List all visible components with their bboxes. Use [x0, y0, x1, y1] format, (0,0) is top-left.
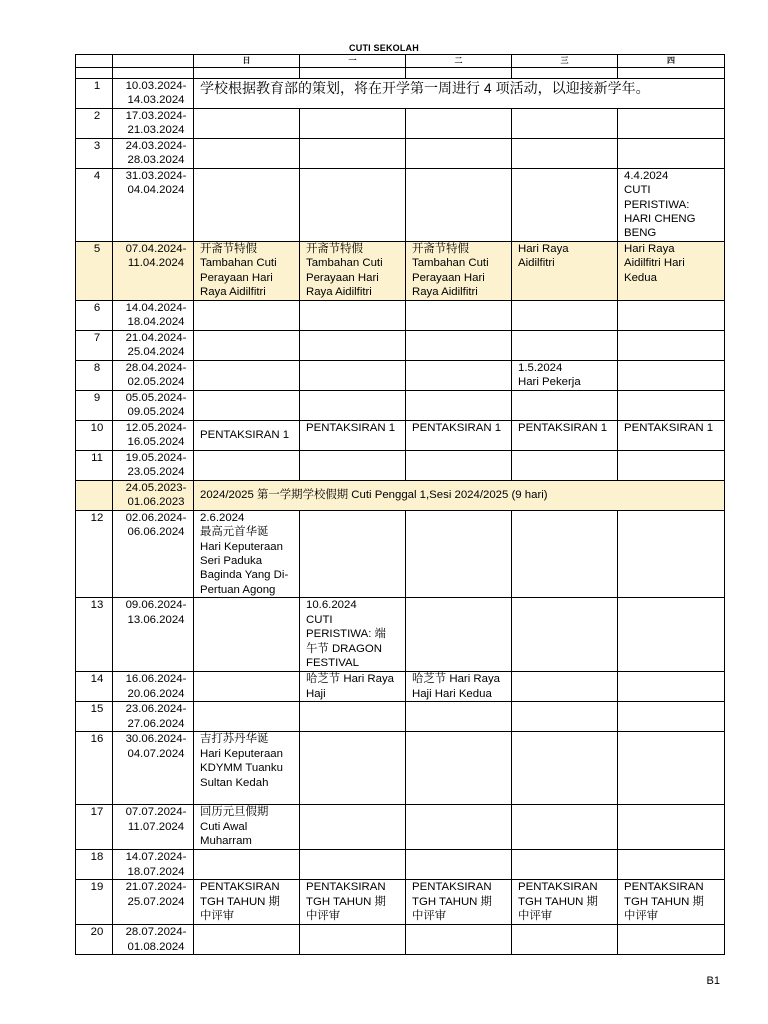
- day-cell-sunday: PENTAKSIRAN 1: [194, 420, 300, 450]
- day-cell-wednesday: [512, 330, 618, 360]
- day-cell-thursday: [618, 138, 725, 168]
- day-cell-wednesday: [512, 138, 618, 168]
- day-cell-sunday: 吉打苏丹华诞 Hari Keputeraan KDYMM Tuanku Sultan Kedah: [194, 732, 300, 805]
- header-day-monday: 一: [300, 55, 406, 68]
- day-cell-sunday: [194, 300, 300, 330]
- week-number-cell: 11: [76, 450, 113, 480]
- table-row: [76, 598, 725, 672]
- day-cell-wednesday: [512, 168, 618, 241]
- day-cell-thursday: [618, 598, 725, 672]
- day-cell-tuesday: [406, 598, 512, 672]
- day-cell-thursday: [618, 360, 725, 390]
- day-cell-thursday: [618, 510, 725, 597]
- table-row: [76, 360, 725, 390]
- date-range-cell: 30.06.2024- 04.07.2024: [113, 732, 194, 805]
- day-cell-tuesday: [406, 108, 512, 138]
- day-cell-tuesday: [406, 360, 512, 390]
- date-range-cell: 24.05.2023- 01.06.2023: [113, 480, 194, 510]
- week-number-cell: 19: [76, 880, 113, 925]
- day-cell-tuesday: [406, 805, 512, 850]
- day-cell-wednesday: [512, 450, 618, 480]
- day-cell-tuesday: 哈芝节 Hari Raya Haji Hari Kedua: [406, 672, 512, 702]
- day-cell-monday: [300, 450, 406, 480]
- day-cell-wednesday: [512, 925, 618, 955]
- day-cell-wednesday: [512, 390, 618, 420]
- day-cell-monday: PENTAKSIRAN 1: [300, 420, 406, 450]
- table-row: [76, 880, 725, 925]
- day-cell-thursday: [618, 702, 725, 732]
- week-number-cell: 3: [76, 138, 113, 168]
- day-cell-sunday: 2.6.2024 最高元首华诞 Hari Keputeraan Seri Paduka Baginda Yang Di- Pertuan Agong: [194, 510, 300, 597]
- day-cell-monday: [300, 850, 406, 880]
- date-range-cell: 19.05.2024- 23.05.2024: [113, 450, 194, 480]
- week-number-cell: 20: [76, 925, 113, 955]
- date-range-cell: 07.04.2024- 11.04.2024: [113, 241, 194, 300]
- day-cell-tuesday: [406, 450, 512, 480]
- week-number-cell: 16: [76, 732, 113, 805]
- day-cell-thursday: [618, 850, 725, 880]
- date-range-cell: 14.04.2024- 18.04.2024: [113, 300, 194, 330]
- day-cell-monday: PENTAKSIRAN TGH TAHUN 期 中评审: [300, 880, 406, 925]
- day-cell-sunday: [194, 850, 300, 880]
- header-day-thursday: 四: [618, 55, 725, 68]
- day-cell-sunday: [194, 330, 300, 360]
- day-cell-sunday: [194, 108, 300, 138]
- week-number-cell: 1: [76, 79, 113, 109]
- spacer-row: [76, 68, 725, 79]
- week-number-cell: [76, 480, 113, 510]
- header-week: [76, 55, 113, 68]
- day-cell-tuesday: [406, 168, 512, 241]
- week-number-cell: 17: [76, 805, 113, 850]
- week-number-cell: 9: [76, 390, 113, 420]
- day-cell-thursday: [618, 330, 725, 360]
- document-title: CUTI SEKOLAH: [349, 43, 419, 53]
- date-range-cell: 10.03.2024- 14.03.2024: [113, 79, 194, 109]
- day-cell-monday: 开斋节特假 Tambahan Cuti Perayaan Hari Raya Aidilfitri: [300, 241, 406, 300]
- day-cell-sunday: [194, 390, 300, 420]
- day-cell-sunday: [194, 360, 300, 390]
- table-row: [76, 850, 725, 880]
- day-cell-sunday: [194, 702, 300, 732]
- day-cell-monday: [300, 360, 406, 390]
- spacer-cell: [406, 68, 512, 79]
- day-cell-monday: 10.6.2024 CUTI PERISTIWA: 端 午节 DRAGON FESTIVAL: [300, 598, 406, 672]
- day-cell-monday: [300, 138, 406, 168]
- day-cell-wednesday: [512, 300, 618, 330]
- header-day-tuesday: 二: [406, 55, 512, 68]
- table-row: [76, 168, 725, 241]
- week-number-cell: 14: [76, 672, 113, 702]
- table-row: [76, 390, 725, 420]
- day-cell-sunday: 开斋节特假 Tambahan Cuti Perayaan Hari Raya Aidilfitri: [194, 241, 300, 300]
- day-cell-thursday: [618, 925, 725, 955]
- table-row: [76, 138, 725, 168]
- day-cell-sunday: [194, 138, 300, 168]
- day-cell-wednesday: [512, 598, 618, 672]
- day-cell-wednesday: [512, 510, 618, 597]
- table-row: [76, 79, 725, 109]
- day-cell-wednesday: [512, 702, 618, 732]
- table-row: [76, 732, 725, 805]
- spacer-cell: [76, 68, 113, 79]
- day-cell-thursday: Hari Raya Aidilfitri Hari Kedua: [618, 241, 725, 300]
- table-row: [76, 420, 725, 450]
- school-holiday-table: [75, 54, 725, 955]
- day-cell-monday: [300, 805, 406, 850]
- day-cell-wednesday: [512, 850, 618, 880]
- day-cell-monday: 哈芝节 Hari Raya Haji: [300, 672, 406, 702]
- table-row: [76, 805, 725, 850]
- day-cell-tuesday: [406, 702, 512, 732]
- day-cell-thursday: [618, 805, 725, 850]
- date-range-cell: 09.06.2024- 13.06.2024: [113, 598, 194, 672]
- day-cell-tuesday: [406, 300, 512, 330]
- header-date: [113, 55, 194, 68]
- date-range-cell: 28.04.2024- 02.05.2024: [113, 360, 194, 390]
- day-cell-tuesday: [406, 925, 512, 955]
- day-cell-tuesday: [406, 330, 512, 360]
- day-cell-thursday: [618, 300, 725, 330]
- date-range-cell: 14.07.2024- 18.07.2024: [113, 850, 194, 880]
- page-number: B1: [706, 975, 720, 987]
- date-range-cell: 12.05.2024- 16.05.2024: [113, 420, 194, 450]
- week-number-cell: 2: [76, 108, 113, 138]
- table-row: [76, 510, 725, 597]
- table-body: [76, 68, 725, 955]
- table-row: [76, 450, 725, 480]
- day-cell-monday: [300, 108, 406, 138]
- date-range-cell: 31.03.2024- 04.04.2024: [113, 168, 194, 241]
- day-cell-sunday: [194, 450, 300, 480]
- day-cell-wednesday: [512, 805, 618, 850]
- merged-note-cell: 2024/2025 第一学期学校假期 Cuti Penggal 1,Sesi 2024/2025 (9 hari): [194, 480, 725, 510]
- table-row: [76, 480, 725, 510]
- day-cell-sunday: [194, 598, 300, 672]
- day-cell-thursday: PENTAKSIRAN TGH TAHUN 期 中评审: [618, 880, 725, 925]
- day-cell-monday: [300, 330, 406, 360]
- day-cell-thursday: [618, 390, 725, 420]
- date-range-cell: 23.06.2024- 27.06.2024: [113, 702, 194, 732]
- date-range-cell: 28.07.2024- 01.08.2024: [113, 925, 194, 955]
- day-cell-thursday: PENTAKSIRAN 1: [618, 420, 725, 450]
- week-number-cell: 10: [76, 420, 113, 450]
- header-row: [76, 55, 725, 68]
- table-row: [76, 672, 725, 702]
- date-range-cell: 21.07.2024- 25.07.2024: [113, 880, 194, 925]
- date-range-cell: 17.03.2024- 21.03.2024: [113, 108, 194, 138]
- day-cell-sunday: 回历元旦假期 Cuti Awal Muharram: [194, 805, 300, 850]
- spacer-cell: [300, 68, 406, 79]
- table-row: [76, 330, 725, 360]
- day-cell-tuesday: PENTAKSIRAN TGH TAHUN 期 中评审: [406, 880, 512, 925]
- day-cell-monday: [300, 732, 406, 805]
- day-cell-monday: [300, 925, 406, 955]
- day-cell-monday: [300, 300, 406, 330]
- day-cell-sunday: [194, 672, 300, 702]
- day-cell-wednesday: [512, 108, 618, 138]
- day-cell-sunday: [194, 168, 300, 241]
- table-row: [76, 925, 725, 955]
- day-cell-wednesday: PENTAKSIRAN 1: [512, 420, 618, 450]
- week-number-cell: 6: [76, 300, 113, 330]
- table-row: [76, 702, 725, 732]
- day-cell-tuesday: PENTAKSIRAN 1: [406, 420, 512, 450]
- day-cell-tuesday: [406, 510, 512, 597]
- week-number-cell: 18: [76, 850, 113, 880]
- week-number-cell: 12: [76, 510, 113, 597]
- table-row: [76, 108, 725, 138]
- header-day-sunday: 日: [194, 55, 300, 68]
- day-cell-thursday: [618, 450, 725, 480]
- day-cell-wednesday: PENTAKSIRAN TGH TAHUN 期 中评审: [512, 880, 618, 925]
- day-cell-wednesday: [512, 732, 618, 805]
- week-number-cell: 15: [76, 702, 113, 732]
- day-cell-monday: [300, 390, 406, 420]
- header-day-wednesday: 三: [512, 55, 618, 68]
- table-row: [76, 241, 725, 300]
- day-cell-thursday: [618, 672, 725, 702]
- week-number-cell: 13: [76, 598, 113, 672]
- day-cell-thursday: [618, 108, 725, 138]
- day-cell-wednesday: Hari Raya Aidilfitri: [512, 241, 618, 300]
- merged-note-cell: 学校根据教育部的策划，将在开学第一周进行 4 项活动，以迎接新学年。: [194, 79, 725, 109]
- day-cell-tuesday: [406, 138, 512, 168]
- day-cell-monday: [300, 168, 406, 241]
- day-cell-tuesday: [406, 390, 512, 420]
- day-cell-monday: [300, 702, 406, 732]
- day-cell-tuesday: [406, 850, 512, 880]
- spacer-cell: [113, 68, 194, 79]
- date-range-cell: 05.05.2024- 09.05.2024: [113, 390, 194, 420]
- day-cell-wednesday: 1.5.2024 Hari Pekerja: [512, 360, 618, 390]
- spacer-cell: [618, 68, 725, 79]
- spacer-cell: [194, 68, 300, 79]
- day-cell-wednesday: [512, 672, 618, 702]
- date-range-cell: 24.03.2024- 28.03.2024: [113, 138, 194, 168]
- day-cell-tuesday: [406, 732, 512, 805]
- day-cell-sunday: PENTAKSIRAN TGH TAHUN 期 中评审: [194, 880, 300, 925]
- spacer-cell: [512, 68, 618, 79]
- day-cell-tuesday: 开斋节特假 Tambahan Cuti Perayaan Hari Raya Aidilfitri: [406, 241, 512, 300]
- date-range-cell: 16.06.2024- 20.06.2024: [113, 672, 194, 702]
- day-cell-sunday: [194, 925, 300, 955]
- week-number-cell: 8: [76, 360, 113, 390]
- date-range-cell: 07.07.2024- 11.07.2024: [113, 805, 194, 850]
- day-cell-thursday: 4.4.2024 CUTI PERISTIWA: HARI CHENG BENG: [618, 168, 725, 241]
- date-range-cell: 02.06.2024- 06.06.2024: [113, 510, 194, 597]
- table-row: [76, 300, 725, 330]
- day-cell-thursday: [618, 732, 725, 805]
- week-number-cell: 4: [76, 168, 113, 241]
- day-cell-monday: [300, 510, 406, 597]
- week-number-cell: 7: [76, 330, 113, 360]
- date-range-cell: 21.04.2024- 25.04.2024: [113, 330, 194, 360]
- week-number-cell: 5: [76, 241, 113, 300]
